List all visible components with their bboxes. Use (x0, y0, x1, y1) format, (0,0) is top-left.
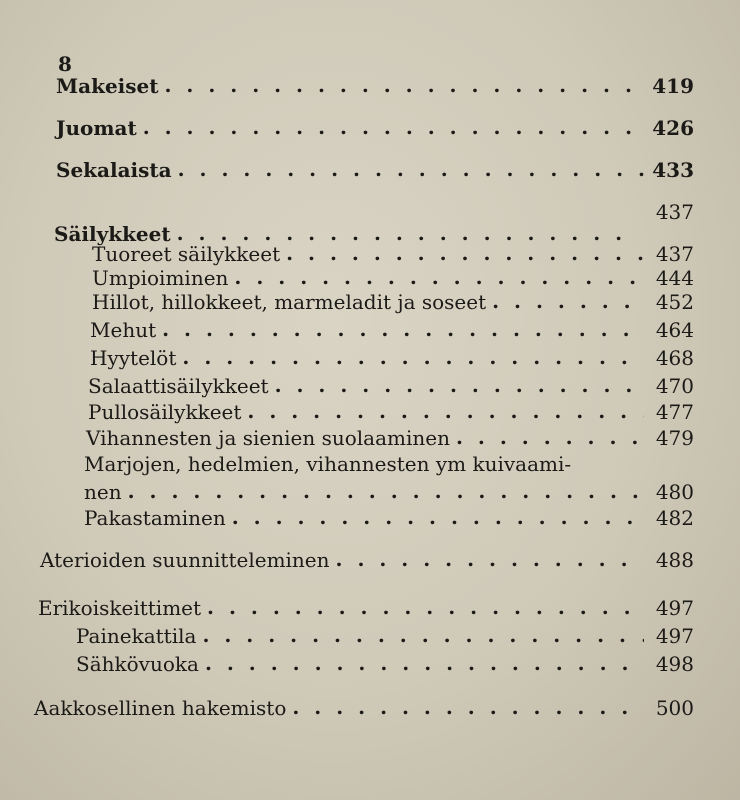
toc-entry-sekalaista (56, 156, 694, 182)
dot-leader (456, 424, 644, 450)
dot-leader (286, 240, 644, 266)
toc-entry-label: Salaattisäilykkeet (88, 374, 269, 398)
dot-leader (232, 504, 644, 530)
toc-entry-page: 477 (655, 400, 694, 424)
toc-entry-page: 488 (655, 548, 694, 572)
dot-leader (165, 72, 645, 98)
toc-entry-page: 479 (655, 426, 694, 450)
toc-entry-label: Umpioiminen (92, 266, 229, 290)
toc-entry-page: 480 (655, 480, 694, 504)
toc-entry-page: 468 (655, 346, 694, 370)
toc-entry-sahkovuoka (76, 650, 694, 676)
dot-leader (202, 622, 644, 648)
toc-entry-label: nen (84, 480, 122, 504)
dot-leader (207, 594, 644, 620)
toc-entry-page: 426 (652, 116, 694, 140)
toc-entry-juomat (56, 114, 694, 140)
toc-entry-salaattisailykkeet (88, 372, 694, 398)
dot-leader (182, 344, 644, 370)
toc-entry-label: Makeiset (56, 74, 159, 98)
toc-entry-erikoiskeittimet (38, 594, 694, 620)
toc-entry-painekattila (76, 622, 694, 648)
toc-entry-label: Pakastaminen (84, 506, 226, 530)
dot-leader (178, 156, 644, 182)
toc-entry-label: Juomat (56, 116, 137, 140)
toc-entry-label: Hyytelöt (90, 346, 177, 370)
toc-entry-umpioiminen (92, 264, 694, 290)
toc-entry-aterioiden (40, 546, 694, 572)
toc-entry-page: 444 (655, 266, 694, 290)
toc-entry-label: Aakkosellinen hakemisto (34, 696, 287, 720)
dot-leader (275, 372, 644, 398)
dot-leader (143, 114, 644, 140)
toc-entry-label: Aterioiden suunnitteleminen (40, 548, 330, 572)
toc-entry-makeiset (56, 72, 694, 98)
toc-entry-kuivaaminen (84, 478, 694, 504)
toc-entry-hyytelot (90, 344, 694, 370)
page-number: 8 (58, 52, 72, 76)
toc-entry-pullosailykkeet (88, 398, 694, 424)
toc-entry-label: Erikoiskeittimet (38, 596, 202, 620)
toc-entry-label: Säilykkeet (54, 222, 171, 246)
toc-entry-label: Sekalaista (56, 158, 172, 182)
toc-entry-page: 482 (655, 506, 694, 530)
toc-entry-page: 437 (655, 200, 694, 224)
toc-entry-page: 464 (655, 318, 694, 342)
toc-entry-page: 497 (655, 596, 694, 620)
toc-entry-pakastaminen (84, 504, 694, 530)
toc-entry-page: 498 (655, 652, 694, 676)
toc-entry-page: 452 (655, 290, 694, 314)
dot-leader (292, 694, 644, 720)
toc-entry-page: 433 (652, 158, 694, 182)
toc-entry-kuivaaminen-line1: Marjojen, hedelmien, vihannesten ym kuivaami- (84, 452, 572, 476)
toc-entry-page: 497 (655, 624, 694, 648)
toc-entry-label: Vihannesten ja sienien suolaaminen (86, 426, 450, 450)
toc-entry-hakemisto (34, 694, 694, 720)
toc-entry-hillot (92, 288, 694, 314)
toc-entry-label: Tuoreet säilykkeet (92, 242, 281, 266)
dot-leader (492, 288, 644, 314)
dot-leader (162, 316, 644, 342)
dot-leader (234, 264, 644, 290)
toc-entry-label: Pullosäilykkeet (88, 400, 242, 424)
toc-entry-page: 500 (655, 696, 694, 720)
toc-entry-tuoreet-sailykkeet (92, 240, 694, 266)
toc-entry-label: Painekattila (76, 624, 197, 648)
toc-entry-page: 419 (652, 74, 694, 98)
toc-entry-suolaaminen (86, 424, 694, 450)
toc-entry-label: Sähkövuoka (76, 652, 199, 676)
toc-entry-page: 437 (655, 242, 694, 266)
toc-entry-label: Hillot, hillokkeet, marmeladit ja soseet (92, 290, 487, 314)
dot-leader (205, 650, 644, 676)
dot-leader (128, 478, 644, 504)
toc-entry-label: Mehut (90, 318, 157, 342)
dot-leader (247, 398, 644, 424)
dot-leader (336, 546, 644, 572)
toc-entry-mehut (90, 316, 694, 342)
toc-entry-page: 470 (655, 374, 694, 398)
